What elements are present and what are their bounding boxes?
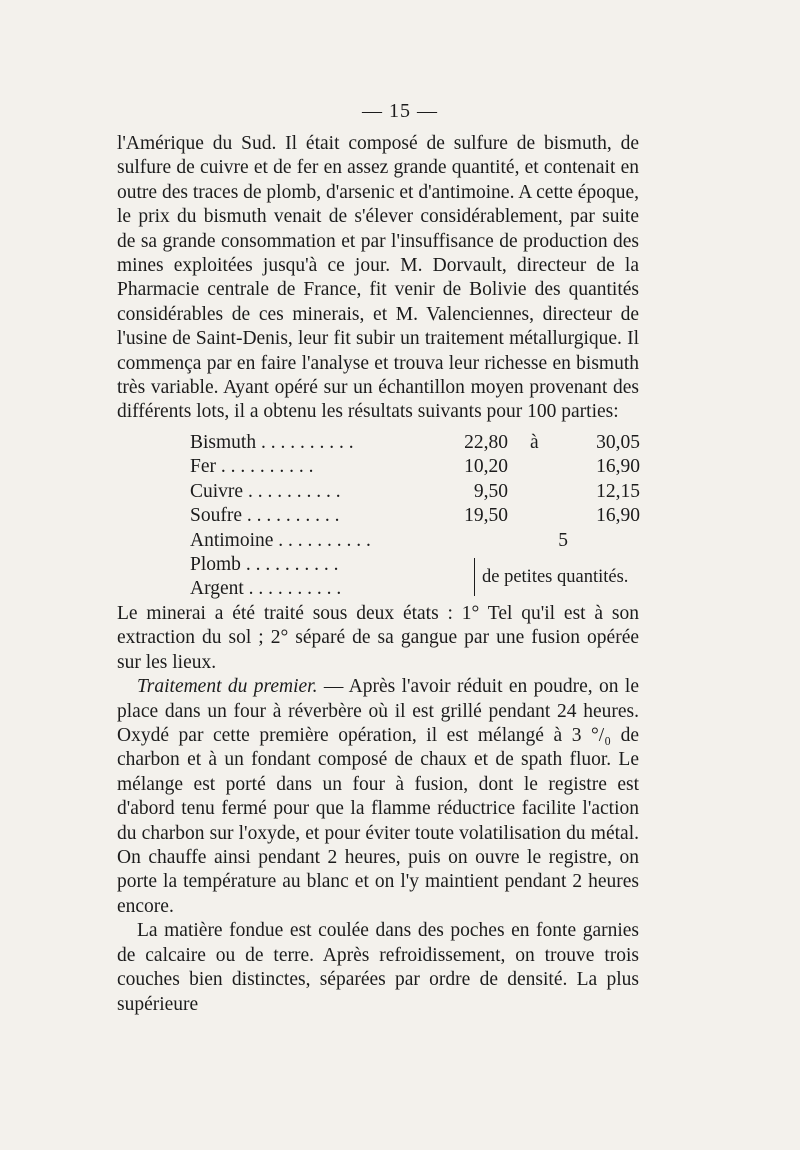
element-name: Bismuth . . . . . . . . . . bbox=[190, 432, 354, 453]
value-max: 12,15 bbox=[596, 480, 640, 502]
value-max: 16,90 bbox=[596, 505, 640, 527]
table-row bbox=[190, 480, 640, 504]
table-row bbox=[190, 504, 640, 528]
paragraph-treatment bbox=[117, 675, 639, 919]
value-min: 10,20 bbox=[464, 456, 508, 478]
paragraph-intro: l'Amérique du Sud. Il était composé de sulfure de bismuth, de sulfure de cuivre et de fer en assez grande quantité, et contenait en outre des traces de plomb, d'arsenic et d'antimoine. A cette époque, le prix du bismuth venait de s'élever considérablement, par suite de sa grande consommation et par l'insuffisance de production des mines exploitées jusqu'à ce jour. M. Dorvault, directeur de la Pharmacie centrale de France, fit venir de Bolivie des quantités considérables de ces minerais, et M. Valenciennes, directeur de l'usine de Saint-Denis, leur fit subir un traitement métallurgique. Il commença par en faire l'analyse et trouva leur richesse en bismuth très variable. Ayant opéré sur un échantillon moyen provenant des différents lots, il a obtenu les résultats suivants pour 100 parties: bbox=[117, 133, 639, 423]
element-name: Soufre . . . . . . . . . . bbox=[190, 505, 340, 527]
value-min: 19,50 bbox=[464, 505, 508, 527]
value-min: 5 bbox=[558, 529, 568, 551]
paragraph-states: Le minerai a été traité sous deux états : 1° Tel qu'il est à son extraction du sol ; 2° séparé de sa gangue par une fusion opérée sur les lieux. bbox=[117, 603, 639, 673]
text-block-treatment bbox=[117, 602, 639, 1017]
element-name: Antimoine . . . . . . . . . . bbox=[190, 529, 371, 551]
treatment-text: — Après l'avoir réduit en poudre, on le place dans un four à réverbère où il est grillé pendant 24 heures. Oxydé par cette première opération, il est mélangé à 3 °/₀ de charbon et à un fondant composé de chaux et de spath fluor. Le mélange est porté dans un four à fusion, dont le registre est d'abord tenu fermé pour que la flamme réductrice facilite l'action du charbon sur l'oxyde, et pour éviter toute volatilisation du métal. On chauffe ainsi pendant 2 heures, puis on ouvre le registre, on porte la température au blanc et on l'y maintient pendant 2 heures encore. bbox=[117, 676, 640, 917]
leader-dots: . . . . . . . . . . bbox=[243, 578, 342, 600]
table-row bbox=[190, 431, 640, 455]
leader-dots: . . . . . . . . . . bbox=[243, 480, 341, 502]
leader-dots: . . . . . . . . . . bbox=[240, 553, 339, 575]
range-separator: à bbox=[530, 432, 539, 453]
element-name: Fer . . . . . . . . . . bbox=[190, 456, 314, 478]
trace-group bbox=[190, 553, 640, 602]
element-name: Argent . . . . . . . . . . bbox=[190, 578, 342, 600]
value-min: 9,50 bbox=[473, 480, 508, 502]
element-name: Plomb . . . . . . . . . . bbox=[190, 553, 339, 575]
value-min: 22,80 bbox=[464, 432, 508, 453]
leader-dots: . . . . . . . . . . bbox=[256, 432, 354, 453]
brace-icon bbox=[468, 558, 475, 596]
table-row bbox=[190, 455, 640, 479]
page-number: — 15 — bbox=[362, 100, 438, 122]
paragraph-casting: La matière fondue est coulée dans des poches en fonte garnies de calcaire ou de terre. Après refroidissement, on trouve trois couches bien distinctes, séparées par ordre de densité. La plus supérieure bbox=[117, 920, 639, 1015]
trace-label: de petites quantités. bbox=[482, 566, 629, 587]
leader-dots: . . . . . . . . . . bbox=[273, 529, 371, 551]
leader-dots: . . . . . . . . . . bbox=[216, 456, 314, 478]
value-max: 30,05 bbox=[596, 432, 640, 453]
section-heading: Traitement du premier. bbox=[137, 676, 318, 698]
element-name: Cuivre . . . . . . . . . . bbox=[190, 480, 341, 502]
table-row bbox=[190, 529, 640, 553]
text-block-intro bbox=[117, 132, 639, 425]
results-table bbox=[190, 431, 640, 602]
leader-dots: . . . . . . . . . . bbox=[242, 505, 340, 527]
value-max: 16,90 bbox=[596, 456, 640, 478]
